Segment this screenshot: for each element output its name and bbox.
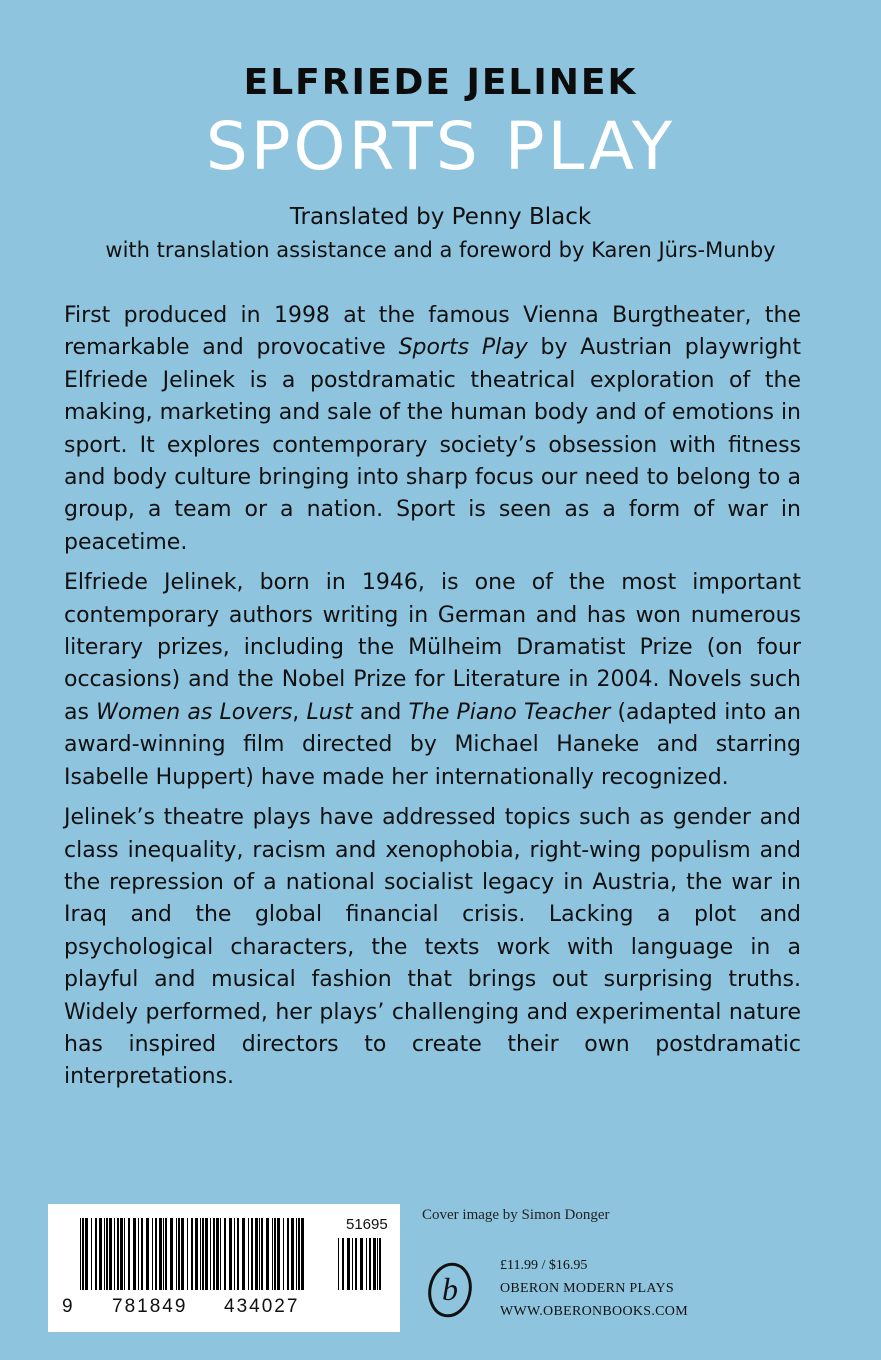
barcode-bar [146, 1218, 149, 1290]
barcode-bar [85, 1218, 88, 1290]
logo-letter: b [442, 1271, 458, 1307]
isbn-lead-digit: 9 [62, 1296, 73, 1317]
blurb-text [64, 300, 801, 1102]
translator-credit: Translated by Penny Black [289, 204, 592, 230]
blurb-p2-end: (adapted into an award-winning film directed by Michael Haneke and starring Isabelle Huppert) have made her internationally recognized. [64, 699, 801, 790]
barcode-bar [133, 1218, 136, 1290]
barcode-bar [287, 1218, 289, 1290]
barcode-bar [152, 1218, 153, 1290]
barcode-bar [272, 1218, 273, 1290]
blurb-p2-title2: Lust [306, 699, 353, 725]
series-name: OBERON MODERN PLAYS [500, 1281, 674, 1296]
isbn-group-2: 434027 [224, 1296, 300, 1317]
blurb-p2-sep1: , [292, 699, 307, 725]
blurb-p2-sep2: and [352, 699, 409, 725]
barcode-bar [104, 1218, 105, 1290]
barcode-bar [216, 1218, 219, 1290]
barcode-bar [283, 1218, 284, 1290]
blurb-p1-end: by Austrian playwright Elfriede Jelinek is a postdramatic theatrical exploration of the making, marketing and sale of the human body and of emotions in sport. It explores contemporary society’s obsession with fitness and body culture bringing into sharp focus our need to belong to a group, a team or a nation. Sport is seen as a form of war in peacetime. [64, 335, 801, 555]
barcode-bar [120, 1218, 123, 1290]
blurb-p2-title1: Women as Lovers [96, 699, 293, 725]
barcode-bar [99, 1218, 102, 1290]
barcode-bar [200, 1218, 201, 1290]
barcode-bar [296, 1218, 297, 1290]
barcode-bar [202, 1218, 204, 1290]
addon-barcode [338, 1238, 384, 1290]
barcode-bar [178, 1218, 180, 1290]
blurb-paragraph-3: Jelinek’s theatre plays have addressed topics such as gender and class inequality, racism and xenophobia, right-wing populism and the repression of a national socialist legacy in Austria, the war in Iraq and the global financial crisis. Lacking a plot and psychological characters, the texts work with language in a playful and musical fashion that brings out surprising truths. Widely performed, her plays’ challenging and experimental nature has inspired directors to create their own postdramatic interpretations. [64, 805, 801, 1090]
barcode-bar [259, 1218, 260, 1290]
isbn-barcode [80, 1218, 308, 1290]
barcode-bar [205, 1218, 208, 1290]
author-name: ELFRIEDE JELINEK [243, 62, 638, 103]
barcode-bar [170, 1218, 173, 1290]
barcode-bar [163, 1218, 164, 1290]
barcode-bar [237, 1218, 239, 1290]
blurb-p1-start: First produced in 1998 at the famous Vienna Burgtheater, the remarkable and provocative [64, 303, 801, 361]
cover-image-credit: Cover image by Simon Donger [422, 1207, 610, 1223]
barcode-bar [298, 1218, 300, 1290]
barcode-bar [338, 1238, 339, 1290]
blurb-paragraph-2 [64, 567, 801, 794]
barcode-bar [106, 1218, 108, 1290]
barcode-bar [82, 1218, 84, 1290]
barcode-bar [360, 1238, 363, 1290]
oberon-logo-icon [422, 1262, 478, 1318]
barcode-bar [109, 1218, 112, 1290]
price: £11.99 / $16.95 [500, 1258, 588, 1273]
barcode-bar [379, 1238, 381, 1290]
barcode-bar [301, 1218, 304, 1290]
barcode-bar [80, 1218, 81, 1290]
barcode-bar [255, 1218, 258, 1290]
barcode-bar [248, 1218, 249, 1290]
barcode-bar [277, 1218, 280, 1290]
barcode-bar [274, 1218, 276, 1290]
barcode-bar [210, 1218, 211, 1290]
barcode-panel [48, 1204, 400, 1332]
barcode-bar [159, 1218, 162, 1290]
barcode-bar [369, 1238, 371, 1290]
blurb-p2-start: Elfriede Jelinek, born in 1946, is one of the most important contemporary authors writing in German and has won numerous literary prizes, including the Mülheim Dramatist Prize (on four occasions) and the Nobel Prize for Literature in 2004. Novels such as [64, 570, 801, 725]
barcode-bar [191, 1218, 193, 1290]
barcode-bar [242, 1218, 245, 1290]
barcode-bar [141, 1218, 143, 1290]
barcode-bar [224, 1218, 226, 1290]
barcode-bar [220, 1218, 221, 1290]
isbn-group-1: 781849 [112, 1296, 188, 1317]
barcode-bar [266, 1218, 269, 1290]
barcode-addon-number: 51695 [346, 1216, 388, 1233]
barcode-bar [165, 1218, 167, 1290]
barcode-bar [291, 1218, 294, 1290]
barcode-bar [229, 1218, 232, 1290]
barcode-bar [366, 1238, 367, 1290]
barcode-bar [251, 1218, 253, 1290]
barcode-bar [138, 1218, 139, 1290]
blurb-p2-title3: The Piano Teacher [408, 699, 611, 725]
barcode-bar [114, 1218, 115, 1290]
barcode-bar [95, 1218, 97, 1290]
barcode-bar [195, 1218, 198, 1290]
assistance-credit: with translation assistance and a foreword by Karen Jürs-Munby [105, 238, 776, 262]
barcode-bar [128, 1218, 130, 1290]
barcode-bar [181, 1218, 184, 1290]
blurb-paragraph-1 [64, 300, 801, 559]
blurb-p1-title: Sports Play [398, 335, 528, 361]
barcode-bar [352, 1238, 353, 1290]
barcode-bar [124, 1218, 125, 1290]
barcode-bar [117, 1218, 119, 1290]
publisher-website: WWW.OBERONBOOKS.COM [500, 1304, 688, 1319]
barcode-bar [187, 1218, 188, 1290]
barcode-bar [373, 1238, 376, 1290]
barcode-bar [261, 1218, 263, 1290]
barcode-bar [176, 1218, 177, 1290]
barcode-bar [213, 1218, 215, 1290]
barcode-bar [355, 1238, 357, 1290]
barcode-bar [234, 1218, 235, 1290]
barcode-bar [342, 1238, 344, 1290]
barcode-bar [347, 1238, 350, 1290]
book-title: SPORTS PLAY [205, 108, 676, 185]
barcode-bar [91, 1218, 92, 1290]
barcode-bar [155, 1218, 157, 1290]
barcode-bar [377, 1238, 378, 1290]
